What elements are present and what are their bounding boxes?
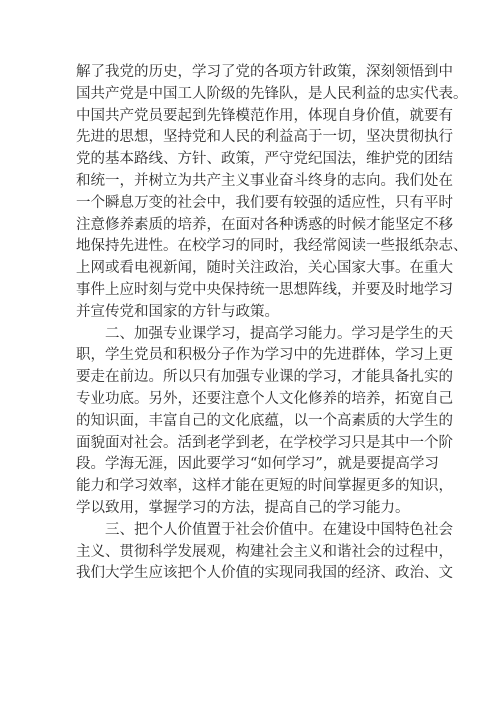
text-line: 的知识面，丰富自己的文化底蕴，以一个高素质的大学生的 [76,412,453,429]
text-line: 和统一，并树立为共产主义事业奋斗终身的志向。我们处在 [76,172,453,189]
text-line: 能力和学习效率，这样才能在更短的时间掌握更多的知识， [76,478,453,495]
section-heading-line: 三、把个人价值置于社会价值中。在建设中国特色社会 [105,521,453,538]
text-line: 主义、贯彻科学发展观，构建社会主义和谐社会的过程中， [76,543,453,560]
section-heading-line: 二、加强专业课学习，提高学习能力。学习是学生的天 [105,325,453,342]
text-line: 党的基本路线、方针、政策，严守党纪国法，维护党的团结 [76,151,453,168]
text-line: 学以致用，掌握学习的方法，提高自己的学习能力。 [76,499,410,516]
text-line: 先进的思想，坚持党和人民的利益高于一切，坚决贯彻执行 [76,129,453,146]
text-line: 并宣传党和国家的方针与政策。 [76,303,279,320]
text-line: 专业功底。另外，还要注意个人文化修养的培养，拓宽自己 [76,390,453,407]
text-line: 上网或看电视新闻，随时关注政治，关心国家大事。在重大 [76,260,453,277]
text-line: 地保持先进性。在校学习的同时，我经常阅读一些报纸杂志、 [76,238,468,255]
text-line: 注意修养素质的培养，在面对各种诱惑的时候才能坚定不移 [76,216,453,233]
text-line: 面貌面对社会。活到老学到老，在学校学习只是其中一个阶 [76,434,453,451]
text-line: 中国共产党员要起到先锋模范作用，体现自身价值，就要有 [76,107,453,124]
text-line: 国共产党是中国工人阶级的先锋队，是人民利益的忠实代表。 [76,85,468,102]
text-line: 我们大学生应该把个人价值的实现同我国的经济、政治、文 [76,565,453,582]
text-line: 一个瞬息万变的社会中，我们要有较强的适应性，只有平时 [76,194,453,211]
body-text [76,62,468,585]
text-line: 解了我党的历史，学习了党的各项方针政策，深刻领悟到中 [76,64,453,80]
text-line: 要走在前边。所以只有加强专业课的学习，才能具备扎实的 [76,369,453,386]
text-line: 段。学海无涯，因此要学习“如何学习”，就是要提高学习 [76,456,439,473]
text-line: 事件上应时刻与党中央保持统一思想阵线，并要及时地学习 [76,281,453,298]
text-line: 职，学生党员和积极分子作为学习中的先进群体，学习上更 [76,347,453,364]
